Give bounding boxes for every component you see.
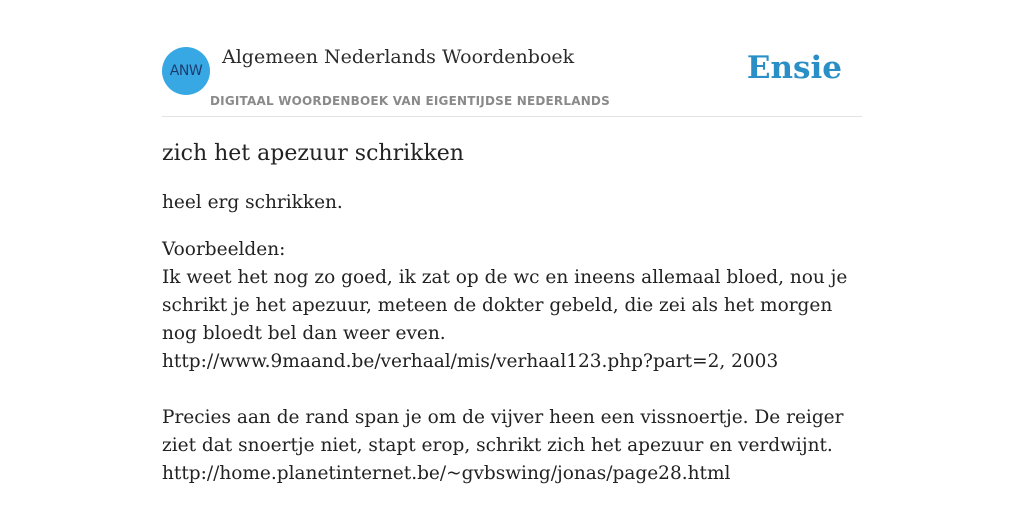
site-header [162, 40, 862, 117]
definition: heel erg schrikken. [162, 192, 343, 213]
examples-label: Voorbeelden: [162, 239, 286, 260]
ensie-brand-logo[interactable]: Ensie [746, 50, 842, 86]
example-item [162, 264, 862, 376]
site-subtitle: DIGITAAL WOORDENBOEK VAN EIGENTIJDSE NEDERLANDS [210, 94, 610, 108]
examples-section [162, 236, 862, 488]
example-text: Ik weet het nog zo goed, ik zat op de wc en ineens allemaal bloed, nou je schrikt je het apezuur, meteen de dokter gebeld, die zei als het morgen nog bloedt bel dan weer even. [162, 267, 848, 344]
headword: zich het apezuur schrikken [162, 141, 464, 166]
example-source: http://www.9maand.be/verhaal/mis/verhaal123.php?part=2, 2003 [162, 351, 779, 372]
example-item [162, 404, 862, 488]
site-title[interactable]: Algemeen Nederlands Woordenboek [222, 46, 575, 68]
example-source: http://home.planetinternet.be/~gvbswing/jonas/page28.html [162, 463, 731, 484]
example-text: Precies aan de rand span je om de vijver heen een vissnoertje. De reiger ziet dat snoertje niet, stapt erop, schrikt zich het apezuur en verdwijnt. [162, 407, 844, 456]
entry-content [162, 138, 862, 488]
anw-logo[interactable]: ANW [162, 47, 210, 95]
